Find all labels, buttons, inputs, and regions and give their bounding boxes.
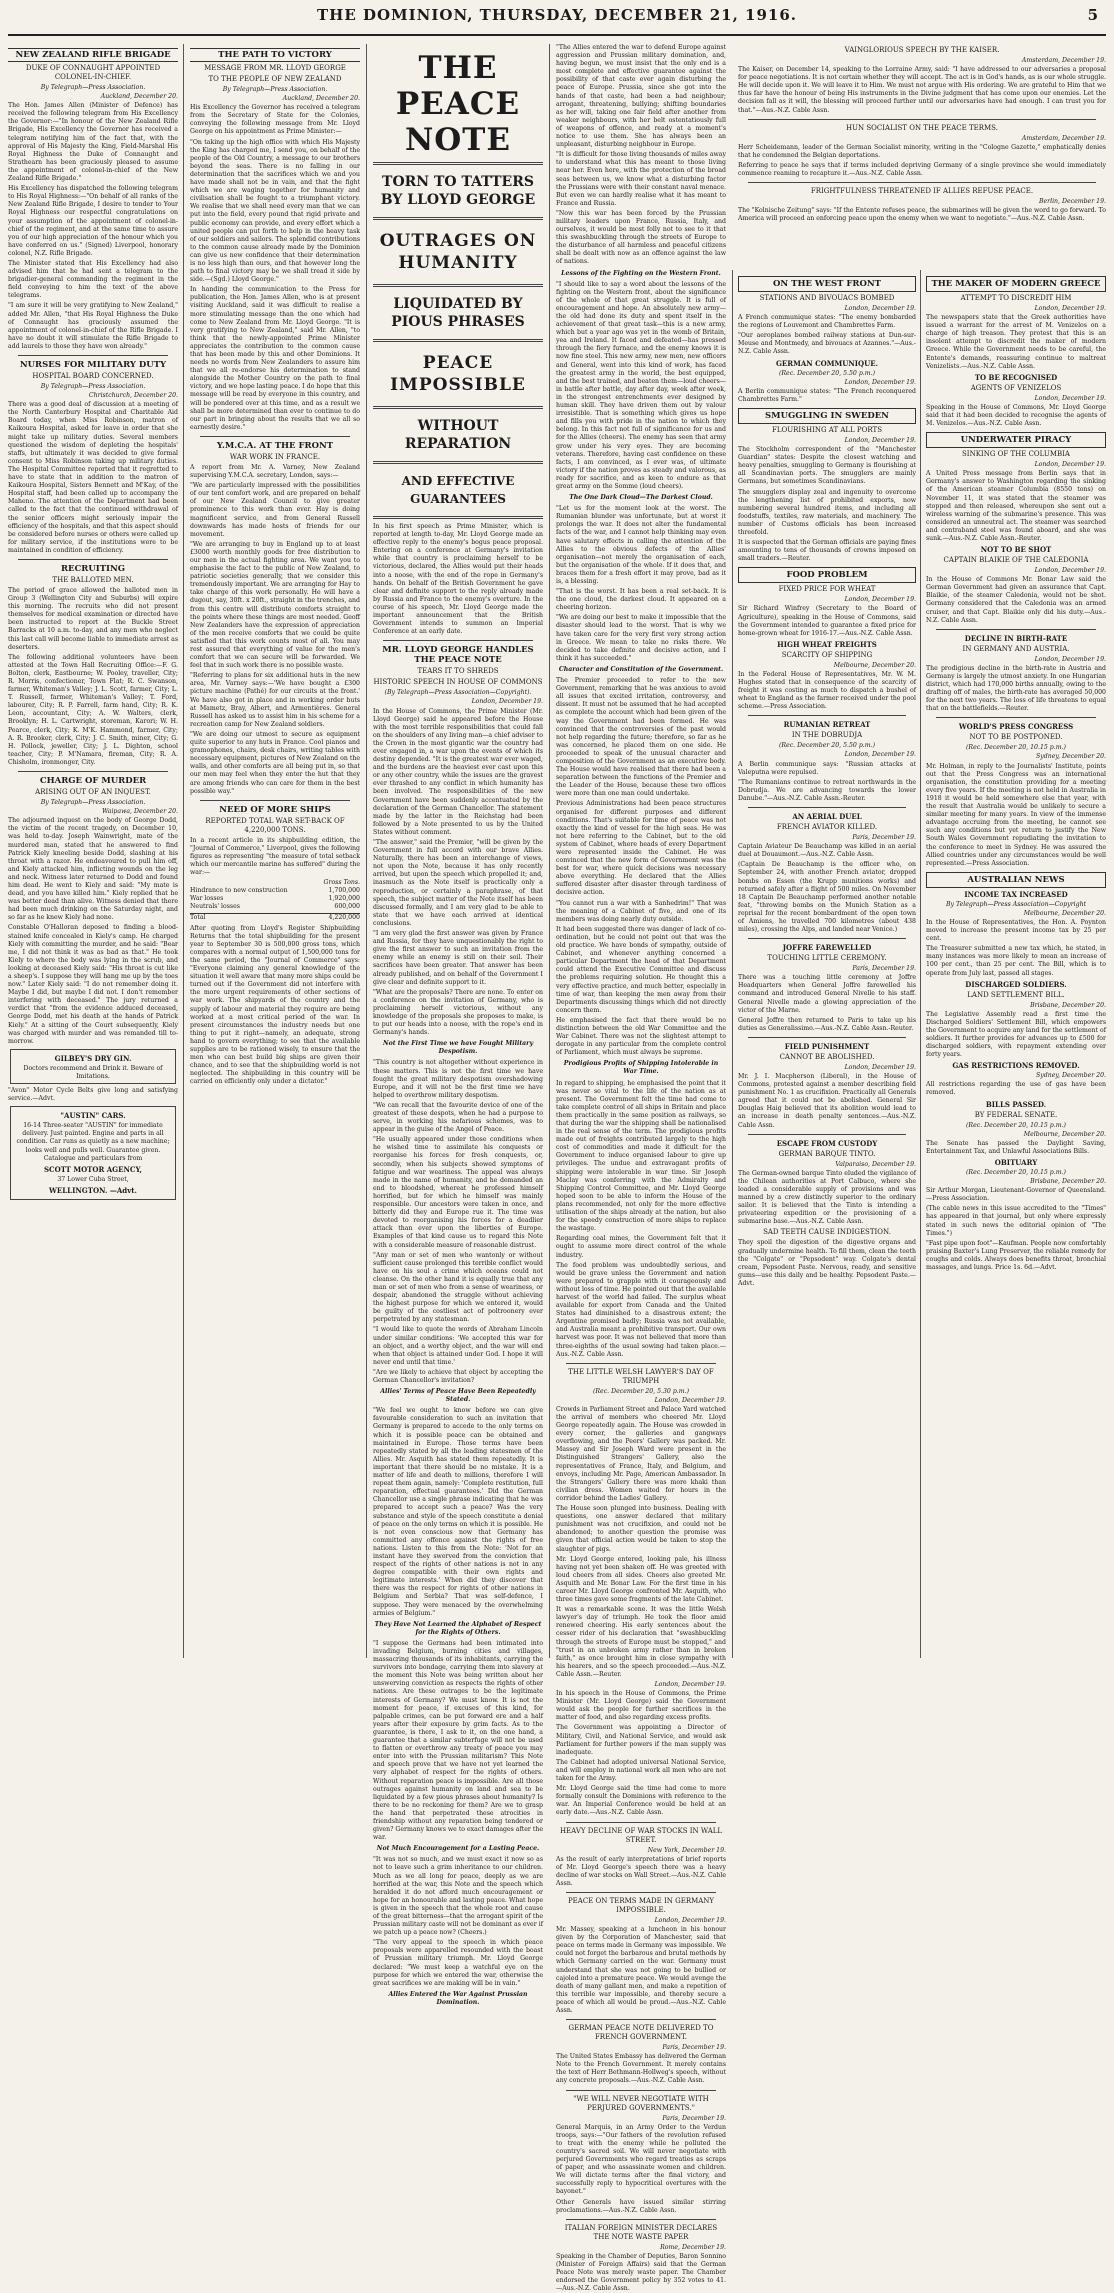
article-paragraph: "I suppose the Germans had been intimated into invading Belgium, burning cities and villages, massacring thousands of its inhabitants, carrying the survivors into bondage, carrying them into slavery at the moment this Note was being written about her unswerving conviction as respects the rights of other nations. Are these outrages to be the legitimate interests of Germany? We must know. It is not the moment for peace, if excuses of this kind, for palpable crimes, can be put forward ere and a half years after their exposure by grim facts. As to the guarantee, is there, I ask to it, on the one hand, a guarantee that a similar subterfuge will not be used to flatten or overthrow any treaty of peace you may enter into with the Prussian militarism? This Note and speech prove that we have not yet learned the very alphabet of respect for the rights of others. Without reparation peace is impossible. Are all those outrages against humanity on land and sea to be liquidated by a few pious phrases about humanity? Is there to be no reckoning for them? Are we to grasp the hand that perpetrated these atrocities in friendship without any reparation being tendered or given? Germany knows we to exact damages after the war. — [373, 1639, 543, 1842]
article-paragraph: "We are doing our utmost to secure as equipment quite superior to any huts in France. Cool pianos and gramophones, chairs, desk chairs, writing tables with necessary equipment, pictures of New Zealand on the walls, and other comforts are all being put in, so that our men may feel when they enter the hut that they are among friends who can care for them in the best possible way." — [190, 730, 360, 795]
dateline: London, December 19. — [654, 1396, 726, 1404]
article-paragraph: "We are doing our best to make it impossible that the disaster should lead to the worst. That is why we have taken care for the very first very strong action in Greece. We mean to take no risks there. We decided to take definite and decisive action, and I think it has succeeded." — [556, 614, 726, 662]
dateline: Valparaiso, December 19. — [835, 1160, 916, 1168]
divider — [748, 938, 906, 939]
article-paragraph: All restrictions regarding the use of gas have been removed. — [926, 1081, 1106, 1097]
article-paragraph: "I would like to quote the words of Abraham Lincoln under similar conditions: 'We accepted this war for an object, and a worthy object, and the war will end when that object is attained under God. I hope it will never end until that time.' — [373, 1326, 543, 1366]
headline: NEED OF MORE SHIPS — [219, 804, 331, 815]
article-paragraph: It is suspected that the German officials are paying fines amounting to tens of thousands of crowns imposed on small traders.—Reuter. — [738, 539, 916, 563]
article-paragraph: "This country is not altogether without experience in these matters. This is not the first time we have fought the great military despotism overshadowing Europe, and it will not be the first time we have helped to overthrow military despotism. — [373, 1059, 543, 1099]
column-5 — [738, 272, 916, 1658]
dateline: Rome, December 19. — [660, 2243, 726, 2251]
article-paragraph: "Referring to plans for six additional huts in the new area, Mr. Varney says:—'We have bought a £300 picture machine (Pathé) for our circuits at the front.' We have also got in place and in working order huts at Mametz, Bray, Albert, and Armentières. General Russell has asked us to assist him in his scheme for a recreation camp for New Zealand soldiers. — [190, 672, 360, 728]
article-paragraph: The following additional volunteers have been attested at the Town Hall Recruiting Office:—F. G. Bolton, clerk, Eastbourne; W. Pooley, traveller, City; R. Morris, confectioner, Town Flat; R. C. Swanson, farmer, Whiteman's Valley; J. L. Scott, farmer, City; L. T. Russell, farmer, Whiteman's Valley; T. Ford, labourer, City; R. P. Farrell, farm hand, City; R. K. Leon, accountant, City; A. W. Walters, clerk, Brooklyn; H. L. Cartwright, storeman, Karori; W. H. Pearce, clerk, City; K. M'K. Hammond, farmer, City; A. R. Brooker, clerk, City; J. C. Smith, miner, City; G. H. Pollock, jeweller, City; J. L. Dighton, school teacher, City; P. M'Namara, fireman, City; R. A. Chisholm, ironmonger, City. — [8, 653, 178, 766]
dateline: Christchurch, December 20. — [88, 392, 178, 400]
top-right-block — [738, 44, 1106, 266]
subheadline: WAR WORK IN FRANCE. — [229, 452, 321, 461]
ad-text: Doctors recommend and Drink it. Beware of Imitations. — [23, 1064, 163, 1080]
article-paragraph: Mr. Lloyd George said the time had come to more formally consult the Dominions with reference to the war. An Imperial Conference would be held at an early date.—Aus.-N.Z. Cable Assn. — [556, 1785, 726, 1817]
article-paragraph: The "Kolnische Zeitung" says: "If the Entente refuses peace, the submarines will be given the word to go forward. To America will proceed an enforcing peace upon the enemy when we want to negotiate."—Aus.-N.Z. Cable Assn. — [738, 207, 1106, 223]
article-paragraph: "We are arranging to buy in England up to at least £3000 worth monthly goods for free distribution to our men in the actual fighting area. We want you to emphasise the fact to the public of New Zealand, to patriotic societies generally, that we consider this tremendously important. We are arranging for Hay to take charge of this work personally. He will have a dugout, say, 30ft. x 20ft., straight in the trenches, and from this centre will distribute comforts straight to the points where these things are most needed. Geoff New Zealanders have the expression of appreciation of the men receive comforts that we could be quite satisfied that this work counts most of all. You may rest assured that everything of value for the men's comfort that we can secure will be forwarded. We feel that in such work there is no possible waste. — [190, 540, 360, 670]
divider — [566, 2090, 716, 2091]
dateline: London, December 19. — [1034, 305, 1106, 312]
headline: OBITUARY — [994, 1157, 1038, 1167]
divider — [373, 406, 543, 409]
deck-headline: WITHOUT REPARATION — [404, 418, 512, 452]
subheadline: GERMAN BARQUE TINTO. — [778, 1149, 876, 1158]
headline: NOT TO BE SHOT — [980, 545, 1052, 555]
divider — [566, 2019, 716, 2020]
dateline: New York, December 19. — [647, 1846, 726, 1854]
dateline: Brisbane, December 20. — [1030, 1001, 1106, 1009]
column-6 — [926, 272, 1106, 1658]
divider — [566, 1822, 716, 1823]
dateline: Auckland, December 20. — [100, 93, 178, 101]
article-paragraph: It was a remarkable scene. It was the little Welsh lawyer's day of triumph. He took the floor amid renewed cheering. His early sentences about the cesser rider of his declaration that "swashbuckling through the streets of Europe must be stopped," and "trust in an unbroken army rather than in broken faith," as once brought him in close sympathy with his hearers, and so the speech proceeded.—Aus.-N.Z. Cable Assn.—Reuter. — [556, 1606, 726, 1678]
dateline: Paris, December 19. — [852, 965, 916, 973]
article-paragraph: The Hon. James Allen (Minister of Defence) has received the following telegram from His Excellency the Governor:—"In honour of the New Zealand Rifle Brigade, His Excellency the Governor has received a telegram notifying him of the fact that, with the approval of His Majesty the King, Field-Marshal His Royal Highness the Duke of Connaught and Strathearn has been graciously pleased to assume the appointment of colonel-in-chief of the New Zealand Rifle Brigade." — [8, 102, 178, 183]
article-paragraph: In a recent article in its shipbuilding edition, the "Journal of Commerce," Liverpool, gives the following figures as representing "the measure of total setback which our mercantile marine has suffered" during the war:— — [190, 836, 360, 877]
received-note: (Rec. December 20, 5.50 p.m.) — [778, 369, 876, 377]
article-paragraph: "Now this war has been forced by the Prussian military leaders upon France, Russia, Italy, and ourselves, it would be most folly not to see to it that this swashbuckling through the streets of Europe to the disturbance of all harmless and peaceful citizens shall be dealt with now as an offence against the law of nations. — [556, 209, 726, 266]
column-rule — [920, 270, 921, 1658]
article-paragraph: Sir Richard Winfrey (Secretary to the Board of Agriculture), speaking in the House of Commons, said the Government intended to guarantee a fixed price for home-grown wheat for 1916-17.—Aus.-N.Z. Cable Assn. — [738, 605, 916, 637]
editorial-note: (The cable news in this issue accredited to the "Times" has appeared in that journal, but only where expressly stated in such news the editorial opinion of "The Times.") — [926, 1205, 1106, 1237]
headline: RUMANIAN RETREAT — [783, 720, 871, 730]
article-paragraph: "Are we likely to achieve that object by accepting the German Chancellor's invitation? — [373, 1368, 543, 1384]
article-paragraph: "The Allies entered the war to defend Europe against aggression and Prussian military domination, and, having begun, we must insist that the only end is a most complete and effective guarantee against the possibility of that caste ever again disturbing the peace of Europe. Prussia, since she got into the hands of that caste, had been a bad neighbour; arrogant, threatening, bullying; shifting boundaries as her will, taking one fair field after another from weaker neighbours, with her belt ostentatiously full of weapons of offence, and ready at a moment's notice to use them. She has always been an unpleasant, disturbing neighbour in Europe. — [556, 44, 726, 149]
subheadline: STATIONS AND BIVOUACS BOMBED — [759, 294, 895, 302]
page-number: 5 — [1087, 6, 1098, 24]
subheadline: IN THE DOBRUDJA — [791, 731, 863, 740]
dateline: London, December 19. — [1034, 461, 1106, 469]
column-rule — [366, 44, 367, 1658]
divider — [200, 800, 350, 801]
article-paragraph: A United Press message from Berlin says that in Germany's answer to Washington regarding the sinking of the American steamer Columbia (8550 tons) on November 11, it was stated that the steamer was stopped and then released, whereupon she sent out a wireless warning of the submarine's presence. This was considered an unneutral act. The steamer was searched and contraband steel was found aboard, and she was sunk.—Aus.-N.Z. Cable Assn.-Reuter. — [926, 470, 1106, 542]
advertisement: They spoil the digestion of the digestive organs and gradually undermine health. To fill them, clean the teeth the "Colgate" or "Pepsodent" way. Colgate's dental cream, Pepsodent Paste. Nervous, ready, and sensitive gums—use this daily and be healthy. Pepsodent Paste.—Advt. — [738, 1239, 916, 1287]
byline: By Telegraph—Press Association. — [40, 84, 146, 91]
headline: WORLD'S PRESS CONGRESS — [958, 722, 1074, 732]
byline: (By Telegraph—Press Association—Copyright). — [384, 689, 532, 697]
headline: GAS RESTRICTIONS REMOVED. — [952, 1061, 1080, 1071]
headline: DISCHARGED SOLDIERS. — [965, 979, 1067, 989]
article-paragraph: "We feel we ought to know before we can give favourable consideration to such an invitation that Germany is prepared to accede to the only terms on which it is possible peace can be obtained and maintained in Europe. Those terms have been repeatedly stated by all the leading statesmen of the Allies. Mr. Asquith has stated them repeatedly. It is important that there should be no mistake. It is a matter of life and death to millions, therefore I will repeat them again, namely: 'Complete restitution, full reparation, effectual guarantees.' Did the German Chancellor use a single phrase indicating that he was prepared to accept such a peace? Was the very substance and style of the speech constitute a denial of peace on the only terms on which it is possible. He is not even conscious now that Germany has committed any offence against the rights of free nations. Listen to this from the Note: 'Not for an instant have they swerved from the conviction that respect of the rights of other nations is not in any degree compatible with their own rights and legitimate interests.' When did they discover that there was the respect for rights of other nations in Belgium and Serbia? That was self-defence, I suppose. They were menaced by the overwhelming armies of Belgium." — [373, 1407, 543, 1617]
advertisement-title: SAD TEETH CAUSE INDIGESTION. — [763, 1228, 891, 1237]
headline: HEAVY DECLINE OF WAR STOCKS IN WALL STREET. — [559, 1826, 723, 1844]
table-total-row — [190, 913, 360, 922]
article-paragraph: In the House of Commons Mr. Bonar Law said the German Government had given an assurance that Capt. Blaikie, of the steamer Caledonia, would not be shot. Germany considered that the Caledonia was an armed cruiser, and that Capt. Blaikie only did his duty.—Aus.-N.Z. Cable Assn. — [926, 576, 1106, 624]
article-paragraph: "I am sure it will be very gratifying to New Zealand," added Mr. Allen, "that His Royal Highness the Duke of Connaught has graciously assumed the appointment of colonel-in-chief of the Rifle Brigade. I have no doubt it will stimulate the Rifle Brigade to add laurels to those they have won already." — [8, 302, 178, 350]
column-rule — [183, 44, 184, 1658]
subheadline: FLOURISHING AT ALL PORTS — [772, 425, 882, 434]
dateline: London, December 19. — [844, 436, 916, 444]
article-paragraph: After quoting from Lloyd's Register Shipbuilding Returns that the total shipbuilding for the present year to September 30 is 500,000 gross tons, which compares with a normal output of 1,500,000 tons for the same period, the "Journal of Commerce" says: "Everyone claiming any general knowledge of the situation it well aware that many more ships could be turned out if the Government did not interfere with the more urgent requirements of other sections of war work. The shipyards of the country and the supply of labour and material they require are being worked at a most critical period of the war. In present circumstances the industry needs but one thing to put it right—namely, an adequate, strong hand to govern everything; to see that the available supplies are to be rationed wisely, to ensure that the men who can best build big ships are given their chance, and to see that the shipbuilding world is not neglected. The shipbuilding in this country will be carried on efficiently only under a dictator." — [190, 924, 360, 1086]
column-4 — [556, 44, 727, 2293]
lead-headline: THE PEACE NOTE — [395, 50, 521, 158]
article-paragraph: "You cannot run a war with a Sanhedrim!" That was the meaning of a Cabinet of five, and one of its members was doing nearly duty outside. — [556, 899, 726, 923]
section-subhead: Character and Constitution of the Government. — [558, 665, 724, 673]
headline: THE PATH TO VICTORY — [190, 48, 360, 62]
article-paragraph: "The very appeal to the speech in which peace proposals were apparelled resounded with the boast of Prussian military triumph. Mr. Lloyd George declared: "We must keep a watchful eye on the purpose for which we entered the war, otherwise the great sacrifices we are making will be in vain." — [373, 1939, 543, 1987]
article-paragraph: The newspapers state that the Greek authorities have issued a warrant for the arrest of M. Venizelos on a charge of high treason. They protest that this is an insolent attempt to discredit the maker of modern Greece. While the Government needs to be careful, the Entente's demands, reassuring continue to maltreat Venizelists.—Aus.-N.Z. Cable Assn. — [926, 314, 1106, 370]
article-paragraph: Regarding coal mines, the Government felt that it ought to assume more direct control of the whole industry. — [556, 1235, 726, 1259]
article-paragraph: As the result of early interpretations of brief reports of Mr. Lloyd George's speech there was a heavy decline of war stocks on Wall Street.—Aus.-N.Z. Cable Assn. — [556, 1855, 726, 1887]
subheadline: DUKE OF CONNAUGHT APPOINTED COLONEL-IN-CHIEF. — [25, 64, 161, 81]
tonnage-table — [190, 887, 360, 911]
subheadline: GERMAN COMMUNIQUE. — [775, 358, 879, 368]
section-subhead: Prodigious Profits of Shipping Intolerable in War Time. — [563, 1060, 719, 1076]
table-row — [190, 887, 360, 895]
divider — [383, 640, 533, 641]
divider — [936, 717, 1096, 718]
dateline: Amsterdam, December 19. — [1021, 134, 1106, 142]
masthead-rule — [8, 34, 1106, 36]
masthead-title: THE DOMINION, THURSDAY, DECEMBER 21, 1916. — [316, 6, 797, 24]
subheadline: SINKING OF THE COLUMBIA — [962, 450, 1070, 459]
article-paragraph: The Kaiser, on December 14, speaking to the Lorraine Army, said: "I have addressed to our adversaries a proposal for peace negotiations. It is not certain whether they will accept. The act is in God's hands, as is our whole struggle. He will decide upon it. We will leave it to Him. We must not argue with His ordering. We are grateful to Him that we thus far have the honour of being His instruments in the Divine judgment that has come upon our enemies. Let the decision fall as it will, the blessing will proceed further until our adversaries have had enough. I can trust you for that."—Aus.-N.Z. Cable Assn. — [738, 66, 1106, 114]
divider — [936, 629, 1096, 630]
headline: FRIGHTFULNESS THREATENED IF ALLIES REFUSE PEACE. — [810, 187, 1034, 196]
deck-headline: PEACE IMPOSSIBLE — [390, 353, 526, 395]
column-3 — [373, 44, 543, 2006]
subheadline: ATTEMPT TO DISCREDIT HIM — [960, 294, 1072, 302]
article-paragraph: "I should like to say a word about the lessons of the fighting on the Western front, about the significance of the whole of that great struggle. It is full of encouragement and hope. An absolutely new army—the old had done its duty and spent itself in the achievement of that great task—this is a new army, which but a year ago was yet in the womb of Britain, yea and Ireland. It faced and defeated—has pressed through the fiery furnace, and the enemy knows it is now fine steel. This new army, new men, new officers and General, went into this kind of work, has faced the greatest army in the world, the best equipped, and the best trained, and beaten them—loud cheers—in battle after battle, day after day, week after week, in the strongest entrenchments ever designed by human skill. They have driven them out by valour irresistible. That is something which gives us hope and fills you with pride in the nation to which they belong. In this fact not full of significance for us and for the Allies (cheers). The enemy has seen that army grow under his very eyes. They are becoming veterans. Therefore, having cast confidence on these facts, I am convinced, as I ever was, of ultimate victory if the nation proves as steady and valorous, as ready for sacrifice, and as keen to endure as that great army on the Somme (loud cheers). — [556, 280, 726, 490]
headline: THE MAKER OF MODERN GREECE — [926, 276, 1106, 292]
divider — [566, 1363, 716, 1364]
section-subhead: Not the First Time we have Fought Military Despotism. — [382, 1040, 534, 1056]
divider — [748, 119, 1096, 120]
ad-text: 16-14 Three-seater "AUSTIN" for immediate delivery. Just painted. Engine and parts in all condition. Car runs as quietly as a new machine; looks well and pulls well. Guarantee given. — [16, 1122, 170, 1154]
divider — [566, 2219, 716, 2220]
table-cell-label: War losses — [190, 895, 224, 903]
table-total-label: Total — [190, 913, 206, 921]
dateline: Auckland, December 20. — [282, 95, 360, 103]
article-paragraph: "I am very glad the first answer was given by France and Russia, for they have unquestionably the right to give the first answer to such an invitation from the enemy while an enemy is still on their soil. Their sacrifices have been greater. That answer has been already published, and on behalf of the Government I give clear and definite support to it. — [373, 930, 543, 986]
headline: DECLINE IN BIRTH-RATE — [964, 633, 1068, 643]
headline: AUSTRALIAN NEWS — [926, 872, 1106, 888]
article-paragraph: In his speech in the House of Commons, the Prime Minister (Mr. Lloyd George) said the Government would ask the people for further sacrifices in the matter of food, and also regarding excess profits. — [556, 1690, 726, 1722]
subheadline: TO THE PEOPLE OF NEW ZEALAND — [208, 75, 342, 83]
advertisement: "Avon" Motor Cycle Belts give long and satisfying service.—Advt. — [8, 1087, 178, 1103]
column-rule — [549, 44, 550, 1658]
headline: HUN SOCIALIST ON THE PEACE TERMS. — [846, 123, 998, 132]
dateline: London, December 19. — [844, 1063, 916, 1071]
article-paragraph: Referring to peace he says that if terms included depriving Germany of a single province she would immediately commence reaming to recapture it.—Aus.-N.Z. Cable Assn. — [738, 161, 1106, 178]
headline: PEACE ON TERMS MADE IN GERMANY IMPOSSIBLE. — [567, 1896, 715, 1914]
dateline: Waipawa, December 20. — [101, 808, 178, 816]
section-subhead: Not Much Encouragement for a Lasting Peace. — [376, 1845, 540, 1853]
table-cell-label: Neutrals' losses — [190, 903, 240, 911]
divider — [748, 182, 1096, 183]
ad-title: "AUSTIN" CARS. — [60, 1111, 126, 1121]
divider — [748, 807, 906, 808]
received-note: (Rec. December 20, 10.15 p.m.) — [966, 1168, 1066, 1176]
article-paragraph: Other Generals have issued similar stirring proclamations.—Aus.-N.Z. Cable Assn. — [556, 2198, 726, 2214]
headline: TO BE RECOGNISED — [974, 372, 1058, 382]
divider — [748, 1037, 906, 1038]
subheadline: FRENCH AVIATOR KILLED. — [776, 823, 878, 832]
column-2 — [190, 44, 360, 1658]
dateline: Sydney, December 20. — [1036, 753, 1106, 761]
subheadline: BY FEDERAL SENATE. — [974, 1110, 1058, 1119]
ad-city: WELLINGTON. —Advt. — [49, 1185, 137, 1195]
subheadline: SCARCITY OF SHIPPING — [781, 650, 873, 659]
divider — [373, 284, 543, 287]
article-paragraph: He emphasised the fact that there would be no distinction between the old War Committee and the War Cabinet. There was not the slightest attempt to derogate in any particular from the complete control of Parliament, which must always be supreme. — [556, 1016, 726, 1057]
article-paragraph: Crowds in Parliament Street and Palace Yard watched the arrival of members who cheered Mr. Lloyd George repeatedly again. The House was crowded in every corner, the galleries and gangways overflowing, and the Peers' Gallery was packed. Mr. Massey and Sir Joseph Ward were present in the Distinguished Strangers' Gallery, also the representatives of France, Italy, and Belgium, and envoys, including Mr. Page, American Ambassador. In the Strangers' Gallery there was more khaki than civilian dress. Women waited for hours in the corridor behind the Ladies' Gallery. — [556, 1405, 727, 1502]
headline: NEW ZEALAND RIFLE BRIGADE — [8, 48, 178, 62]
dateline: Amsterdam, December 19. — [1021, 57, 1106, 64]
table-total-value: 4,220,000 — [328, 913, 360, 921]
article-paragraph: "What are the proposals? There are none. To enter on a conference on the invitation of Germany, who is proclaiming herself victorious, without any knowledge of the proposals she proposes to make, is to put our heads into a noose, with the rope's end in Germany's hands. — [373, 988, 543, 1037]
headline: NURSES FOR MILITARY DUTY — [19, 360, 167, 370]
dateline: London, December 19. — [654, 1916, 726, 1924]
headline: Y.M.C.A. AT THE FRONT — [216, 440, 334, 451]
subheadline: HIGH WHEAT FREIGHTS — [777, 639, 877, 649]
article-paragraph: In the Federal House of Representatives, Mr. W. M. Hughes stated that in consequence of the scarcity of freight it was costing as much to dispatch a bushel of wheat to England as the farmer received under the pool scheme.—Press Association. — [738, 670, 916, 711]
article-paragraph: A French communique states: "The enemy bombarded the regions of Louvemont and Chambrettes Farm. — [738, 314, 916, 330]
byline: By Telegraph—Press Association. — [222, 86, 328, 93]
headline: UNDERWATER PIRACY — [926, 432, 1106, 448]
headline: THE LITTLE WELSH LAWYER'S DAY OF TRIUMPH — [568, 1367, 714, 1385]
table-cell-value: 1,700,000 — [328, 887, 360, 895]
article-paragraph: The Minister stated that His Excellency had also advised him that he had sent a telegram to the brigadier-general commanding the regiment in the field conveying to him the text of the above telegrams. — [8, 259, 178, 300]
headline: MR. LLOYD GEORGE HANDLES THE PEACE NOTE — [382, 645, 534, 666]
subheadline: NOT TO BE POSTPONED. — [969, 733, 1063, 742]
article-paragraph: The Government was appointing a Director of Military, Civil, and National Service, and would ask Parliament for further powers if the man supply was inadequate. — [556, 1724, 726, 1756]
deck-headline: LIQUIDATED BY PIOUS PHRASES — [391, 296, 525, 330]
article-paragraph: "The Rumanians continue to retreat northwards in the Dobrudja. We are advancing towards the lower Danube."—Aus.-N.Z. Cable Assn.-Reuter. — [738, 778, 916, 802]
advertisement: "Fast pipe upon foot"—Kaufman. People now comfortably praising Baxter's Lung Preserver, the reliable remedy for coughs and colds. Always does benefits throat, bronchial massages, and lungs. Price 1s. 6d.—Advt. — [926, 1239, 1106, 1271]
article-paragraph: In the House of Commons, the Prime Minister (Mr. Lloyd George) said he appeared before the House with the most terrible responsibilities that could fall on the shoulders of any living man—a chief adviser to the Crown in the most gigantic war the country had ever engaged in, a war upon the events of which its destiny depended. "It is the greatest war ever waged, and the burdens are the heaviest ever cast upon this or any other country, while the issues are the gravest ever thrashed to any conflict in which humanity has been involved. The responsibilities of the new Government have been suddenly accentuated by the declaration of the German Chancellor. The statement made by the latter in the Reichstag had been followed by a Note presented to us by the United States without comment. — [373, 707, 543, 836]
divider — [373, 516, 543, 519]
article-paragraph: The Legislative Assembly read a first time the Discharged Soldiers' Settlement Bill, which empowers the Government to acquire any land for the settlement of soldiers. It further provides for advances up to £500 for discharged soldiers, with repayment extending over forty years. — [926, 1010, 1106, 1059]
subheadline: ARISING OUT OF AN INQUEST. — [35, 788, 151, 797]
column-rule — [732, 270, 733, 1658]
article-paragraph: A Berlin communique states: "The French reconquered Chambrettes Farm." — [738, 387, 916, 403]
article-paragraph: The House soon plunged into business. Dealing with questions, one answer declared that military punishment was not crucifixion, and could not be abandoned; to another question the promise was given that official action would be taken to stop the slaughter of pigs. — [556, 1505, 726, 1553]
article-paragraph: In the House of Representatives, the Hon. A. Poynton moved to increase the present income tax by 25 per cent. — [926, 918, 1106, 943]
divider — [18, 559, 168, 560]
article-paragraph: The United States Embassy has delivered the German Note to the French Government. It merely contains the text of Herr Bethmann-Hollweg's speech, without any concrete proposals.—Aus.-N.Z. Cable Assn. — [556, 2053, 726, 2085]
section-subhead: The One Dark Cloud—The Darkest Cloud. — [569, 494, 713, 502]
dateline: Melbourne, December 20. — [1023, 1130, 1106, 1138]
article-paragraph: The Senate has passed the Daylight Saving, Entertainment Tax, and Unlawful Associations Bills. — [926, 1139, 1106, 1155]
headline: FOOD PROBLEM — [738, 567, 916, 583]
article-paragraph: Sir Arthur Morgan, Lieutenant-Governor of Queensland.—Press Association. — [926, 1187, 1106, 1203]
headline: JOFFRE FAREWELLED — [782, 943, 872, 953]
subheadline: CAPTAIN BLAIKIE OF THE CALEDONIA — [943, 556, 1089, 565]
received-note: (Rec. December 20, 5.30 p.m.) — [592, 1387, 690, 1395]
article-paragraph: "It was not so much, and we must exact it now so as not to leave such a grim inheritance to our children. Much as we all long for peace, deeply as we are horrified at the war, this Note and the speech which heralded it do not afford much encouragement or hope for an honourable and lasting peace. What hope is given in the speech that the whole root and cause of the great bitterness—that the arrogant spirit of the Prussian military caste will not be dominant as ever if we patch up a peace now? (Cheers.) — [373, 1856, 543, 1937]
ad-address: 37 Lower Cuba Street, — [57, 1175, 129, 1183]
article-paragraph: There was a good deal of discussion at a meeting of the North Canterbury Hospital and Charitable Aid Board today, when Miss Robinson, matron of Kaikoura Hospital, asked for leave in order that she might take up military duties. Several members questioned the wisdom of depleting the hospitals' staffs, but ultimately it was decided to give formal consent to Miss Robinson taking up military duties. The Hospital Committee reported that it regretted to have to state that in addition to the matron of Kaikoura Hospital, Sisters Bennett and M'Kay, of the Hospital staff, had been called up to accompany the Maheno. The attention of the Department had been called to the fact that the continued withdrawal of the senior officers might seriously impair the efficiency of the hospitals, and that this aspect should be considered before nurses or others were called up for military service, if the institutions were to be maintained in condition of efficiency. — [8, 401, 178, 554]
article-paragraph: Constable O'Halloran deposed to finding a blood-stained knife concealed in Kiely's camp. He charged Kiely with committing the murder, and he said: "Bear me, I did not think it was as bad as that." He took Kiely to where the body was lying in the scrub, and looking at deceased Kiely said: "His throat is cut like a sheep's. I suppose they will hang me up by the toes now." Later Kiely said: "I do not remember doing it. Maybe I did, but maybe I did not. I don't remember interfering with deceased." The jury returned a verdict that "from the evidence adduced deceased, George Dodd, met his death at the hands of Patrick Kiely." At a sitting of the Court subsequently, Kiely was charged with murder and was remanded till to-morrow. — [8, 924, 178, 1045]
byline: By Telegraph—Press Association. — [40, 799, 146, 807]
dateline: London, December 19. — [471, 698, 543, 706]
table-row — [190, 895, 360, 903]
headline: "WE WILL NEVER NEGOTIATE WITH PERJURED GOVERNMENTS." — [573, 2094, 709, 2112]
received-note: (Rec. December 20, 10.15 p.m.) — [966, 1121, 1066, 1129]
dateline: Melbourne, December 20. — [1023, 909, 1106, 917]
divider — [373, 339, 543, 342]
headline: FIELD PUNISHMENT — [784, 1041, 870, 1051]
subheadline: TEARS IT TO SHREDS — [417, 667, 499, 676]
headline: RECRUITING — [60, 563, 126, 574]
article-paragraph: His Excellency has dispatched the following telegram to His Royal Highness:—"On behalf of all ranks of the New Zealand Rifle Brigade, I desire to tender to Your Royal Highness our respectful congratulations on your assumption of the appointment of colonel-in-chief of the regiment, and at the same time to assure you of our high appreciation of the honour which you have conferred on us." (Signed) Liverpool, honorary colonel, N.Z. Rifle Brigade. — [8, 185, 178, 257]
section-subhead: Allies Entered the War Against Prussian Domination. — [388, 1990, 528, 2006]
dateline: London, December 19. — [844, 751, 916, 759]
subheadline: REPORTED TOTAL WAR SET-BACK OF 4,220,000 TONS. — [205, 816, 345, 834]
dateline: London, December 19. — [1034, 655, 1106, 663]
dateline: London, December 19. — [1034, 567, 1106, 575]
table-cell-value: 600,000 — [334, 903, 360, 911]
article-paragraph: "On taking up the high office with which His Majesty the King has charged me, I send you, on behalf of the people of the Old Country, a message to our brothers beyond the seas. There is no falling in our determination that the sacrifices which we and you have made shall not be in vain, and that the fight which we are waging together for humanity and civilisation shall be fought to a triumphant victory. We realise that we shall need every man that we can put into the field, every pound that rigid private and public economy can provide, and every effort which a united people can put forth to help in the heavy task of our soldiers and sailors. The splendid contributions to the common cause already made by the Dominion can give us new confidence that their determination is no less high than ours, and that however long the path to final victory may be we shall tread it side by side.—(Sgd.) Lloyd George." — [190, 138, 360, 284]
article-paragraph: The adjourned inquest on the body of George Dodd, the victim of the recent tragedy, on December 10, was held to-day. Joseph Wainwright, mate of the murdered man, stated that he answered to find Patrick Kiely kneeling beside Dodd, slashing at his throat with a razor. He endeavoured to pull him off, and Kiely attacked him, inflicting wounds on the leg and neck. Witness later returned to Dodd and found him dead. He went to Kiely and said: "My mate is dead, and you have killed him." Kiely replied that he was better dead than alive. Witness denied that there had been much drinking on the Saturday night, and so far as he knew Kiely had none. — [8, 817, 178, 922]
article-paragraph: "We are particularly impressed with the possibilities of our tent comfort work, and are prepared on behalf of our New Zealand Council to give greater prominence to this work than ever. Hay is doing magnificent service, and from General Russell downwards has made hosts of friends for our movement. — [190, 482, 360, 538]
subheadline: TOUCHING LITTLE CEREMONY. — [767, 954, 887, 963]
dateline: Brisbane, December 20. — [1030, 1178, 1106, 1186]
headline: BILLS PASSED. — [985, 1099, 1047, 1109]
article-paragraph: His Excellency the Governor has received a telegram from the Secretary of State for the Colonies, conveying the following message from Mr. Lloyd George on his appointment as Prime Minister:— — [190, 104, 360, 136]
subheadline: IN GERMANY AND AUSTRIA. — [962, 644, 1070, 653]
article-paragraph: There was a touching little ceremony at Joffre Headquarters when General Joffre farewelled his command and introduced General Nivelle to his staff. General Nivelle made a glowing appreciation of the victor of the Marne. — [738, 974, 916, 1014]
subheadline: LAND SETTLEMENT BILL. — [967, 990, 1065, 999]
ad-title: GILBEY'S DRY GIN. — [54, 1053, 132, 1063]
deck-headline: AND EFFECTIVE GUARANTEES — [401, 474, 515, 506]
headline: ON THE WEST FRONT — [738, 276, 916, 292]
headline: CHARGE OF MURDER — [39, 776, 147, 787]
deck-headline: TORN TO TATTERS BY LLOYD GEORGE — [380, 174, 536, 208]
section-subhead: Allies' Terms of Peace Have Been Repeatedly Stated. — [380, 1388, 536, 1404]
advertisement — [10, 1049, 176, 1084]
article-paragraph: General Joffre then returned to Paris to take up his duties as Generalissimo.—Aus.-N.Z. Cable Assn.-Reuter. — [738, 1016, 916, 1032]
subheadline: FIXED PRICE FOR WHEAT — [778, 585, 876, 594]
article-paragraph: In handing the communication to the Press for publication, the Hon. James Allen, who is at present visiting Auckland, said it was difficult to realise a more stimulating message than the one which had come to New Zealand from Mr. Lloyd George. "It is very gratifying to New Zealand," said Mr. Allen, "to think that the newly-appointed Prime Minister appreciates the contribution to the common cause that has been made by this and other Dominions. It needs no words from New Zealanders to assure him that we all re-endorse his determination to stand alongside the Mother Country on the path to final victory, and we hope lasting peace. I do hope that this message will be read by everyone in this country, and will be pondered over at this time, and as a result we shall be more determined than ever to continue to do our part in bringing about the results that we all so earnestly desire." — [190, 286, 360, 431]
section-subhead: They Have Not Learned the Alphabet of Respect for the Rights of Others. — [374, 1620, 542, 1636]
article-paragraph: "That is the worst. It has been a real set-back. It is the one cloud, the darkest cloud. It appeared on a cheering horizon. — [556, 588, 726, 612]
dateline: London, December 19. — [654, 1681, 726, 1688]
article-paragraph: "Our aeroplanes bombed railway stations at Dun-sur-Meuse and Montmedy, and bivouacs at Azannes."—Aus.-N.Z. Cable Assn. — [738, 332, 916, 356]
article-paragraph: Captain Aviateur De Beauchamp was killed in an aerial duel at Douaumont.—Aus.-N.Z. Cable Assn. — [738, 843, 916, 859]
divider — [373, 162, 543, 165]
article-paragraph: Previous Administrations had been peace structures organised for different purposes and different conditions. That's suitable for time of peace was not exactly the kind of vessel for the high seas. He was not here referring to the Cabinet, but to the old system of Cabinet, where heads of every Department were represented inside the Cabinet. He was convinced that the new form of Government was the best for war, where quick decisions was necessary above everything. He declared that the Allies suffered disaster after disaster through tardiness of decisive action. — [556, 800, 726, 897]
article-paragraph: The Stockholm correspondent of the "Manchester Guardian" states: Despite the closest watching and heavy penalties, smuggling to Germany is flourishing at all Scandinavian ports. The smugglers are mainly Germans, but sometimes Scandinavians. — [738, 446, 916, 486]
article-paragraph: It had been suggested there was danger of lack of co-ordination, but he could not point out that was the old practice. We have bonds of sympathy, outside of Cabinet, and whenever anything concerned a particular Department the head of that Department could attend the Executive Committee and discuss the problems requiring solution. He thought this a very effective practice, and much better, especially in time of war, than keeping the men away from their Departments discussing things which did not directly concern them. — [556, 925, 726, 1014]
divider — [373, 461, 543, 464]
byline: By Telegraph—Press Association. — [40, 383, 146, 390]
article-paragraph: Speaking in the House of Commons, Mr. Lloyd George said that it had been decided to recognise the agents of M. Venizelos.—Aus.-N.Z. Cable Assn. — [926, 403, 1106, 428]
headline: VAINGLORIOUS SPEECH BY THE KAISER. — [844, 46, 1000, 54]
divider — [748, 1134, 906, 1135]
article-paragraph: "Let us for the moment look at the worst. The Rumanian blunder was unfortunate, but at worst it prolongs the war. It does not alter the fundamental facts of the war, and I cannot help thinking may even have salutary effects in calling the attention of the Allies to the obvious defects of the Allies' organisation—not merely the organisation of each, but the organisation of the whole. If it does that, and braces them for a fresh effort it may prove, bad as it is, a blessing. — [556, 505, 726, 585]
dateline: Berlin, December 19. — [1038, 198, 1106, 206]
dateline: Sydney, December 20. — [1036, 1072, 1106, 1080]
table-row — [190, 903, 360, 911]
headline: AN AERIAL DUEL — [792, 812, 862, 822]
subheadline: HISTORIC SPEECH IN HOUSE OF COMMONS — [373, 678, 543, 687]
subheadline: MESSAGE FROM MR. LLOYD GEORGE — [204, 64, 346, 72]
byline: By Telegraph—Press Association—Copyright — [945, 900, 1087, 908]
article-paragraph: The Premier proceeded to refer to the new Government, remarking that he was anxious to avoid all issues that excited irritation, controversy, and dissent. It must not be assumed that he had accepted as complete the account which had been given of the way the Government had been formed. He was convinced that the controversies of the past would not help regarding the future; therefore, so far as he was concerned, he placed them on one side. He proceeded to speak of the unusual character and composition of the Government as an executive body. The House would have realised that there had been a separation between the functions of the Premier and the Leader of the House, because these two offices were more than one man could undertake. — [556, 677, 726, 798]
deck-headline: OUTRAGES ON HUMANITY — [379, 231, 537, 273]
divider — [373, 217, 543, 220]
article-paragraph: "Any man or set of men who wantonly or without sufficient cause prolonged this terrible conflict would have on his soul a crime which oceans could not cleanse. On the other hand it is equally true that any man or set of men who from a sense of weariness, or despair, abandoned the struggle without achieving the highest purpose for which we entered it, would be guilty of the costliest act of poltroonery ever perpetrated by any statesman. — [373, 1251, 543, 1324]
article-paragraph: The Treasurer submitted a new tax which, he stated, in many instances was more likely to mean an increase of 100 per cent., than 25 per cent. The Bill, which is to operate from July last, passed all stages. — [926, 945, 1106, 977]
dateline: London, December 19. — [844, 305, 916, 312]
dateline: London, December 19. — [1034, 394, 1106, 402]
divider — [200, 436, 350, 437]
headline: GERMAN PEACE NOTE DELIVERED TO FRENCH GOVERNMENT. — [568, 2024, 714, 2042]
article-paragraph: Mr. Lloyd George entered, looking pale, his illness having not yet been shaken off. He was greeted with loud cheers from all sides. Cheers also greeted Mr. Asquith and Mr. Bonar Law. For the first time in his career Mr. Lloyd George confronted Mr. Asquith, who three times gave some fragments of the late Cabinet. — [556, 1555, 726, 1604]
ad-company: SCOTT MOTOR AGENCY, — [44, 1164, 142, 1174]
received-note: (Rec. December 20, 10.15 p.m.) — [966, 744, 1066, 752]
ad-text: Catalogue and particulars from — [43, 1154, 143, 1162]
divider — [566, 1892, 716, 1893]
dateline: Paris, December 19. — [852, 834, 916, 842]
subheadline: CANNOT BE ABOLISHED. — [779, 1052, 875, 1061]
article-paragraph: Herr Scheidemann, leader of the German Socialist minority, writing in the "Cologne Gazette," emphatically denies that he condemned the Belgian deportations. — [738, 143, 1106, 159]
article-paragraph: The Cabinet had adopted universal National Service, and will employ in national work all men who are not taken for the Army. — [556, 1758, 726, 1783]
headline: SMUGGLING IN SWEDEN — [738, 408, 916, 424]
article-paragraph: Speaking in the Chamber of Deputies, Baron Sonnino (Minister of Foreign Affairs) said that the German Peace Note was merely waste paper. The Chamber endorsed the Government policy by 352 votes to 41.—Aus.-N.Z. Cable Assn. — [556, 2252, 726, 2293]
article-paragraph: A Berlin communique says: "Russian attacks at Valeputna were repulsed. — [738, 760, 916, 776]
article-paragraph: The period of grace allowed the balloted men in Group 3 (Wellington City and Suburbs) will expire this morning. The recruits who did not present themselves for medical examination or directed have been instructed to report at the Buckle Street Barracks at 10 a.m. to-day, and any men who neglect this last call will become liable to immediate arrest as deserters. — [8, 586, 178, 651]
article-paragraph: "The answer," said the Premier, "will be given by the Government in full accord with our brave Allies. Naturally, there has been an interchange of views, not upon the Note, because it has only recently arrived, but upon the speech which propelled it; and, inasmuch as the Note itself is practically only a reproduction, or certainly a paraphrase, of that speech, the subject matter of the Note itself has been discussed formally, and I am very glad to be able to state that we have each arrived at identical conclusions. — [373, 839, 543, 927]
dateline: Paris, December 19. — [662, 2114, 726, 2122]
subheadline: THE BALLOTED MEN. — [52, 575, 134, 584]
article-paragraph: The food problem was undoubtedly serious, and would be grave unless the Government and nation were prepared to grapple with it courageously and without loss of time. He pointed out that the available harvest of the world had failed. The surplus wheat available for export from Canada and the United States had diminished to a disastrous extent; the Argentine promised badly; Russia was not available, and Australia meant a prohibitive transport. Our own harvest was poor. It was not believed that more than three-eighths of the usual sowing had taken place.—Aus.-N.Z. Cable Assn. — [556, 1261, 726, 1358]
received-note: (Rec. December 20, 5.50 p.m.) — [778, 742, 876, 750]
divider — [18, 355, 168, 356]
article-paragraph: The prodigious decline in the birth-rate in Austria and Germany is largely the utmost anxiety. In one Hungarian district, which had 170,000 births annually, owing to the drafting off of males, the birth-rate has averaged 50,000 for the next two years. The loss of life threatens to equal that on the battlefields.—Reuter. — [926, 664, 1106, 713]
article-paragraph: The German-owned barque Tinto eluded the vigilance of the Chilean authorities at Port Calbuco, where she loaded a considerable supply of provisions and was manned by a crew distinctly superior to the ordinary sailor. It is believed that the Tinto is intending a privateering expedition or the provisioning of a submarine base.—Aus.-N.Z. Cable Assn. — [738, 1169, 916, 1226]
article-paragraph: In regard to shipping, he emphasised the point that it was never so vital to the life of the nation as at present. The Government felt the time had come to take complete control of all ships in Britain and place them practically in the same position as railways, so that during the war the shipping shall be nationalised in the real sense of the term. The prodigious profits made out of freights contributed largely to the high cost of commodities and made it difficult for the Government to induce organised labour to give up privileges. The undue and extravagant profits of shipping were intolerable in war time. Sir Joseph Maclay was conferring with the Admiralty and Shipping Control Committee, and Mr. Lloyd George hoped soon to be able to inform the House of the plans recommended, not only for the more effective utilisation of the ships already at the nation, but also for the speedy construction of more ships to replace the wastage. — [556, 1079, 726, 1233]
article-paragraph: Mr. J. I. Macpherson (Liberal), in the House of Commons, protested against a member describing field punishment No. 1 as crucifixion. Practically all Generals agreed that it could not be abolished. General Sir Douglas Haig believed that its abolition would lead to an increase in death penalty sentences.—Aus.-N.Z. Cable Assn. — [738, 1073, 916, 1129]
dateline: London, December 19. — [844, 378, 916, 386]
section-subhead: Lessons of the Fighting on the Western Front. — [561, 269, 721, 277]
dateline: Melbourne, December 20. — [833, 661, 916, 669]
article-paragraph: Mr. Holman, in reply to the Journalists' Institute, points out that the Press Congress was an international organisation, the constitution providing for a meeting every five years. If the meeting is not held in Australia in 1918 it would be held somewhere else that year, with the result that Australia would be unlikely to secure a similar meeting for many years. In view of the immense advantage accruing from the meeting, he cannot see such any conditions but yet return to justify the New South Wales Government repudiating the invitation to the conference to meet in Sydney. He was assured the Allied countries under any circumstances would be well represented.—Press Association. — [926, 762, 1106, 867]
subheadline: HOSPITAL BOARD CONCERNED. — [32, 372, 154, 380]
intro-paragraph: In his first speech as Prime Minister, which is reported at length to-day, Mr. Lloyd George made an effective reply to the enemy's bogus peace proposal. Entering on a conference at Germany's invitation while that country is proclaiming herself to be victorious, declared, the Allies would put their heads into a noose, with the end of the rope in Germany's hands. On behalf of the British Government he gave clear and definite support to the reply already made by Russia and France to the enemy's overture. In the course of his speech, Mr. Lloyd George made the important announcement that the British Government intends to summon an Imperial Conference at an early date. — [373, 523, 543, 636]
article-paragraph: (Captain De Beauchamp is the officer who, on September 24, with another French aviator, dropped bombs on Essen (the Krupp munitions works) and returned safely after a flight of 500 miles. On November 18 Captain De Beauchamp performed another notable feat, "throwing bombs on the Munich Station as a reprisal for the recent bombardment of the open town of Amiens, he travelled 700 kilometres (about 438 miles), crossing the Alps, and landed near Venice.) — [738, 861, 916, 934]
table-cell-label: Hindrance to new construction — [190, 887, 288, 895]
subheadline: INCOME TAX INCREASED — [964, 889, 1068, 899]
table-header: Gross Tons. — [323, 879, 360, 887]
divider — [748, 715, 906, 716]
masthead — [0, 0, 1114, 40]
article-paragraph: "We can recall that the favourite device of one of the greatest of these despots, when he had a purpose to serve, in working his nefarious schemes, was to appear in the guise of the Angel of Peace. — [373, 1101, 543, 1134]
article-paragraph: A report from Mr. A. Varney, New Zealand supervising Y.M.C.A. secretary, London, says:— — [190, 463, 360, 480]
subheadline: AGENTS OF VENIZELOS — [970, 383, 1062, 392]
dateline: Paris, December 19. — [662, 2044, 726, 2052]
headline: ITALIAN FOREIGN MINISTER DECLARES THE NOTE WASTE PAPER — [564, 2223, 718, 2241]
headline: ESCAPE FROM CUSTODY — [776, 1138, 878, 1148]
article-paragraph: "He usually appeared under those conditions when he wished time to assimilate his conquests or reorganise his forces for fresh conquests, or, secondly, when his subjects showed symptoms of fatigue and war weariness. The appeal was always made in the name of humanity, and he demanded an end to bloodshed, whereat he professed himself horrified, but for which he himself was mainly responsible. Our ancestors were taken in once, and bitterly did they and Europe rue it. The time was devoted to reorganising his forces for a deadlier attack than ever upon the liberties of Europe. Examples of that kind cause us to regard this Note with a considerable measure of reasonable distrust. — [373, 1136, 543, 1249]
article-paragraph: "It is difficult for those living thousands of miles away to understand what this has meant to those living near her. Even here, with the protection of the broad seas between us, we know what a disturbing factor the Prussians were with their constant naval menace. But even we can hardly realise what it has meant to France and Russia. — [556, 151, 726, 207]
divider — [18, 771, 168, 772]
article-paragraph: The smugglers display zeal and ingenuity to overcome the lengthening list of prohibited exports, now numbering several hundred items, and including all foodstuffs, textiles, raw materials, and machinery. The number of Customs officials has been increased threefold. — [738, 488, 916, 536]
advertisement — [10, 1106, 176, 1200]
article-paragraph: General Marquis, in an Army Order to the Verdun troops, says:—"Our fathers of the revolution refused to treat with the enemy while he polluted the country's sacred soil. We will never negotiate with perjured Governments who regard treaties as scraps of paper, and who assassinate women and children. We will dictate terms after the final victory, and successfully reply to hypocritical overtures with the bayonet." — [556, 2123, 726, 2196]
table-cell-value: 1,920,000 — [328, 895, 360, 903]
article-paragraph: Mr. Massey, speaking at a luncheon in his honour given by the Corporation of Manchester, said that peace on terms made in Germany was impossible. We could not forget the barbarous and brutal methods by which Germany carried on the war. Germany must understand that she was not going to be bullied or cajoled into a premature peace. We would avenge the death of many gallant men, and make a repetition of this terrible war impossible, and thereby secure a peace of which all would be proud.—Aus.-N.Z. Cable Assn. — [556, 1926, 726, 2014]
column-1 — [8, 44, 178, 1658]
dateline: London, December 19. — [844, 596, 916, 604]
